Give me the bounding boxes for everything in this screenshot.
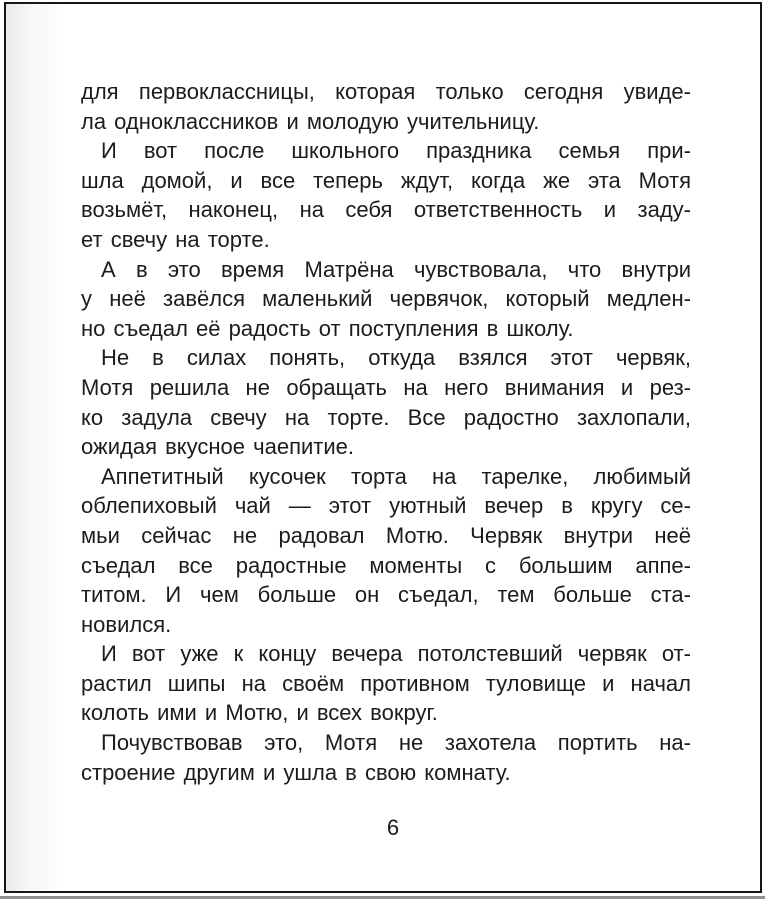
text-line: мьи сейчас не радовал Мотю. Червяк внутри неё	[81, 522, 691, 548]
text-line: ко задула свечу на торте. Все радостно захлопали,	[81, 404, 691, 430]
page-number: 6	[386, 815, 400, 840]
text-line: растил шипы на своём противном туловище и начал	[81, 670, 691, 696]
text-line: у неё завёлся маленький червячок, который медлен-	[81, 286, 691, 312]
text-line: ла одноклассников и молодую учительницу.	[81, 108, 540, 134]
text-line: ожидая вкусное чаепитие.	[81, 434, 354, 460]
text-line: съедал все радостные моменты с большим аппе-	[81, 552, 691, 578]
text-line: И вот уже к концу вечера потолстевший червяк от-	[101, 641, 691, 667]
text-line: новился.	[81, 611, 172, 637]
text-line: Не в силах понять, откуда взялся этот червяк,	[101, 345, 691, 371]
text-line: титом. И чем больше он съедал, тем больше ста-	[81, 582, 691, 608]
text-line: ет свечу на торте.	[81, 226, 270, 252]
text-line: Мотя решила не обращать на него внимания и рез-	[81, 374, 691, 400]
text-line: шла домой, и все теперь ждут, когда же эта Мотя	[81, 167, 691, 193]
text-line: И вот после школьного праздника семья при-	[101, 138, 691, 164]
text-line: для первоклассницы, которая только сегодня увиде-	[81, 79, 691, 104]
text-line: колоть ими и Мотю, и всех вокруг.	[81, 700, 438, 726]
bottom-scan-shadow	[0, 896, 765, 899]
page-text	[81, 77, 691, 787]
text-line: А в это время Матрёна чувствовала, что внутри	[101, 256, 691, 282]
text-line: но съедал её радость от поступления в школу.	[81, 315, 574, 341]
text-line: Почувствовав это, Мотя не захотела портить на-	[101, 730, 691, 756]
text-line: облепиховый чай — этот уютный вечер в кругу се-	[81, 493, 691, 519]
text-line: строение другим и ушла в свою комнату.	[81, 759, 511, 785]
text-line: Аппетитный кусочек торта на тарелке, любимый	[101, 463, 691, 489]
text-line: возьмёт, наконец, на себя ответственность и заду-	[81, 197, 691, 223]
